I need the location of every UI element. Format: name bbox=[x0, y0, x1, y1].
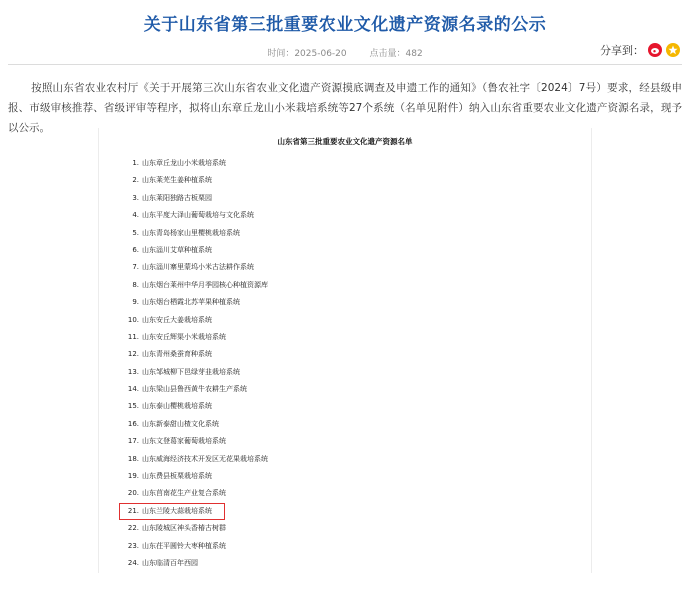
list-item-name: 山东青州桑蚕育种系统 bbox=[142, 350, 212, 359]
list-item bbox=[125, 294, 268, 311]
list-item-number: 3. bbox=[132, 193, 139, 202]
list-item-name: 山东淄川寨里蒙坞小米古法耕作系统 bbox=[142, 263, 254, 272]
list-item-name: 山东邹城柳下邑绿芽韭栽培系统 bbox=[142, 367, 240, 376]
list-item bbox=[125, 520, 268, 537]
share-label: 分享到： bbox=[600, 44, 644, 57]
list-item-name: 山东威海经济技术开发区无花果栽培系统 bbox=[142, 454, 268, 463]
list-item-number: 7. bbox=[132, 263, 139, 272]
list-item-number: 24. bbox=[127, 558, 139, 567]
list-item bbox=[125, 398, 268, 415]
list-item-number: 20. bbox=[127, 489, 139, 498]
qzone-glyph bbox=[668, 45, 678, 55]
list-item-name: 山东淄川艾草种植系统 bbox=[142, 245, 212, 254]
list-item-name: 山东安丘大姜栽培系统 bbox=[142, 315, 212, 324]
weibo-glyph bbox=[650, 46, 660, 55]
list-item-number: 2. bbox=[132, 176, 139, 185]
list-item-number: 5. bbox=[132, 228, 139, 237]
list-item-number: 6. bbox=[132, 245, 139, 254]
list-item-name: 山东梁山县鲁西黄牛农耕生产系统 bbox=[142, 385, 247, 394]
list-item-name: 山东兰陵大蒜栽培系统 bbox=[142, 506, 212, 515]
list-item-name: 山东费县板栗栽培系统 bbox=[142, 472, 212, 481]
article-intro: 按照山东省农业农村厅《关于开展第三次山东省农业文化遗产资源摸底调查及申遗工作的通知》（鲁农社字〔2024〕7号）要求，经县级申报、市级审核推荐、省级评审等程序，拟将山东章丘龙山小米栽培系统等27个系统（名单见附件）纳入山东省重要农业文化遗产资源名录，现予以公示。 bbox=[8, 82, 682, 134]
list-item bbox=[125, 538, 268, 555]
heritage-list bbox=[125, 155, 268, 572]
list-item-name: 山东安丘辉渠小米栽培系统 bbox=[142, 332, 226, 341]
list-item bbox=[125, 312, 268, 329]
list-item-name: 山东平度大泽山葡萄栽培与文化系统 bbox=[142, 211, 254, 220]
article-title: 关于山东省第三批重要农业文化遗产资源名录的公示 bbox=[143, 15, 547, 35]
list-item-number: 13. bbox=[127, 367, 139, 376]
list-item-number: 18. bbox=[127, 454, 139, 463]
list-item bbox=[125, 242, 268, 259]
list-item-name: 山东新泰甜山楂文化系统 bbox=[142, 419, 219, 428]
publish-time: 时间：2025-06-20 bbox=[267, 49, 347, 59]
list-item-number: 23. bbox=[127, 541, 139, 550]
list-item-number: 12. bbox=[127, 350, 139, 359]
list-item-number: 15. bbox=[127, 402, 139, 411]
list-item bbox=[125, 468, 268, 485]
list-item bbox=[125, 225, 268, 242]
list-item bbox=[125, 364, 268, 381]
list-item-name: 山东茌平圆铃大枣种植系统 bbox=[142, 541, 226, 550]
list-item-name: 山东临清百年西园 bbox=[142, 558, 198, 567]
list-item-number: 10. bbox=[127, 315, 139, 324]
list-item bbox=[125, 381, 268, 398]
list-item-number: 16. bbox=[127, 419, 139, 428]
article-meta bbox=[0, 46, 690, 59]
list-item-name: 山东青岛杨家山里樱桃栽培系统 bbox=[142, 228, 240, 237]
list-item-name: 山东陵城区神头香椿古树群 bbox=[142, 524, 226, 533]
list-item-name: 山东莱芜生姜种植系统 bbox=[142, 176, 212, 185]
list-item bbox=[125, 433, 268, 450]
weibo-icon[interactable] bbox=[648, 43, 662, 57]
list-item-number: 14. bbox=[127, 385, 139, 394]
list-item bbox=[125, 451, 268, 468]
list-item bbox=[125, 207, 268, 224]
title-divider bbox=[8, 64, 682, 65]
list-item bbox=[125, 259, 268, 276]
attachment-image bbox=[98, 128, 592, 573]
share-bar bbox=[600, 42, 680, 58]
list-item-number: 17. bbox=[127, 437, 139, 446]
list-item-name: 山东烟台栖霞北苏苹果种植系统 bbox=[142, 298, 240, 307]
list-item-number: 22. bbox=[127, 524, 139, 533]
list-item-name: 山东莒南花生产业复合系统 bbox=[142, 489, 226, 498]
list-item bbox=[125, 329, 268, 346]
view-count: 点击量：482 bbox=[369, 49, 423, 59]
list-item bbox=[125, 555, 268, 572]
list-item-name: 山东莱阳独路古板栗园 bbox=[142, 193, 212, 202]
attachment-title: 山东省第三批重要农业文化遗产资源名单 bbox=[277, 137, 413, 146]
list-item-number: 1. bbox=[132, 159, 139, 167]
list-item-number: 8. bbox=[132, 280, 139, 289]
list-item-name: 山东泰山樱桃栽培系统 bbox=[142, 402, 212, 411]
list-item-number: 19. bbox=[127, 472, 139, 481]
list-item-number: 11. bbox=[127, 332, 139, 341]
list-item-name: 山东章丘龙山小米栽培系统 bbox=[142, 159, 226, 167]
list-item-name: 山东文登葛家葡萄栽培系统 bbox=[142, 437, 226, 446]
list-item-number: 9. bbox=[132, 298, 139, 307]
list-item bbox=[125, 172, 268, 189]
list-item bbox=[125, 277, 268, 294]
list-item-number: 4. bbox=[132, 211, 139, 220]
qzone-icon[interactable] bbox=[666, 43, 680, 57]
list-item bbox=[125, 503, 268, 520]
list-item bbox=[125, 485, 268, 502]
list-item bbox=[125, 346, 268, 363]
list-item-name: 山东烟台莱州中华月季园核心种植资源库 bbox=[142, 280, 268, 289]
list-item bbox=[125, 190, 268, 207]
list-item bbox=[125, 416, 268, 433]
list-item-number: 21. bbox=[127, 506, 139, 515]
list-item bbox=[125, 155, 268, 172]
